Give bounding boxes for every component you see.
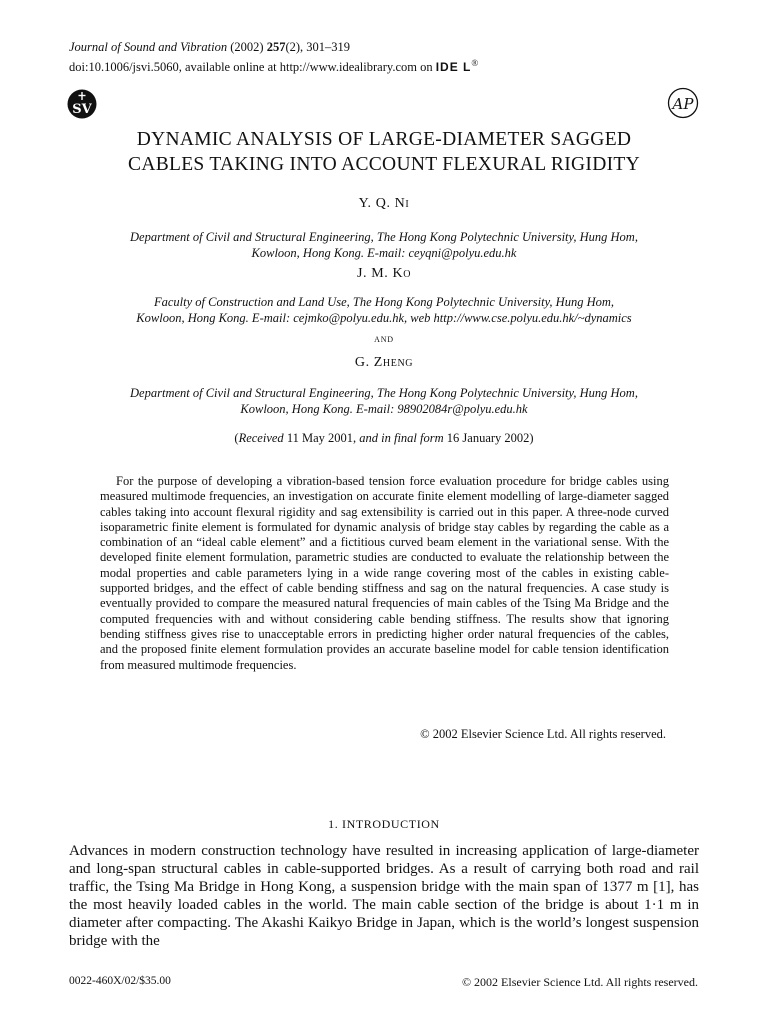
journal-name: Journal of Sound and Vibration [69,40,228,54]
ideal-logo: IDE L [435,60,472,75]
author-name-3: G. Zheng [354,355,414,370]
footer-copyright: © 2002 Elsevier Science Ltd. All rights reserved. [461,975,698,989]
abstract-copyright: © 2002 Elsevier Science Ltd. All rights reserved. [420,727,666,741]
author-name-1: Y. Q. Ni [358,196,410,211]
received-open: ( [234,431,239,445]
doi-line [69,55,478,75]
registered-mark: ® [471,58,479,68]
final-year: 2002) [501,431,534,445]
footer-code: 0022-460X/02/$35.00 [69,975,171,987]
title-line-1: DYNAMIC ANALYSIS OF LARGE-DIAMETER SAGGED [136,129,632,150]
and-separator: and [374,333,394,345]
svg-text:SV: SV [72,102,92,117]
author-affiliation-1 [40,229,728,261]
doi-text: doi:10.1006/jsvi.5060, available online at http://www.idealibrary.com on [69,60,433,75]
paper-title [40,127,728,177]
ap-logo-icon [667,87,699,119]
journal-header [69,39,478,75]
abstract-text: For the purpose of developing a vibration-based tension force evaluation procedure for bridge cables using measured multimode frequencies, an investigation on accurate finite element modelling of large-diameter sagged cables taking into account flexural rigidity and sag extensibility is carried out in this paper. A three-node curved isoparametric finite element is formulated for dynamic analysis of bridge stay cables by regarding the cable as a combination of an “ideal cable element” and a fictitious curved beam element in the variational sense. With the developed finite element formulation, parametric studies are conducted to evaluate the relationship between the modal properties and cable parameters lying in a wide range covering most of the cables in existing cable-supported bridges, and the effect of cable bending stiffness and sag on the natural frequencies. A case study is eventually provided to compare the measured natural frequencies of main cables of the Tsing Ma Bridge and the computed frequencies with and without considering cable bending stiffness. The results show that ignoring bending stiffness gives rise to unacceptable errors in predicting higher order natural frequencies of the cables, and the proposed finite element formulation provides an accurate baseline model for cable tension identification from measured multimode frequencies. [100,474,669,672]
final-label: and in final form [359,431,444,445]
affiliation-line: Faculty of Construction and Land Use, The Hong Kong Polytechnic University, Hung Hom, [153,295,615,309]
journal-citation [69,39,478,55]
title-line-2: CABLES TAKING INTO ACCOUNT FLEXURAL RIGIDITY [128,154,640,175]
affiliation-line: Department of Civil and Structural Engineering, The Hong Kong Polytechnic University, Hung Hom, [130,386,638,400]
author-name-2: J. M. Ko [356,266,412,281]
intro-paragraph: Advances in modern construction technology have resulted in increasing application of large-diameter and long-span structural cables in cable-supported bridges. As a result of carrying both road and rail traffic, the Tsing Ma Bridge in Hong Kong, a suspension bridge with the main span of 1377 m [1], has the most heavily loaded cables in the world. The main cable section of the bridge is about 1·1 m in diameter after compacting. The Akashi Kaikyo Bridge in Japan, which is the world’s longest suspension bridge with the [69,843,699,949]
section-heading: 1. INTRODUCTION [328,817,440,831]
received-label: Received [238,431,284,445]
author-affiliation-2 [40,294,728,326]
affiliation-line: Kowloon, Hong Kong. E-mail: cejmko@polyu.edu.hk, web http://www.cse.polyu.edu.hk/~dynamics [136,311,632,325]
author-affiliation-3 [40,385,728,417]
svg-text:AP: AP [672,95,694,113]
journal-issue-pages: (2), 301–319 [285,40,351,54]
received-date: 11 May [286,431,325,445]
affiliation-line: Kowloon, Hong Kong. E-mail: ceyqni@polyu.edu.hk [251,246,517,260]
affiliation-line: Kowloon, Hong Kong. E-mail: 98902084r@polyu.edu.hk [240,402,528,416]
final-date: 16 January [443,431,502,445]
affiliation-line: Department of Civil and Structural Engineering, The Hong Kong Polytechnic University, Hung Hom, [130,230,638,244]
journal-year: (2002) [230,40,264,54]
journal-volume: 257 [266,40,286,54]
received-year: 2001, [324,431,360,445]
sv-logo-icon [67,89,97,119]
received-dates [40,431,728,446]
